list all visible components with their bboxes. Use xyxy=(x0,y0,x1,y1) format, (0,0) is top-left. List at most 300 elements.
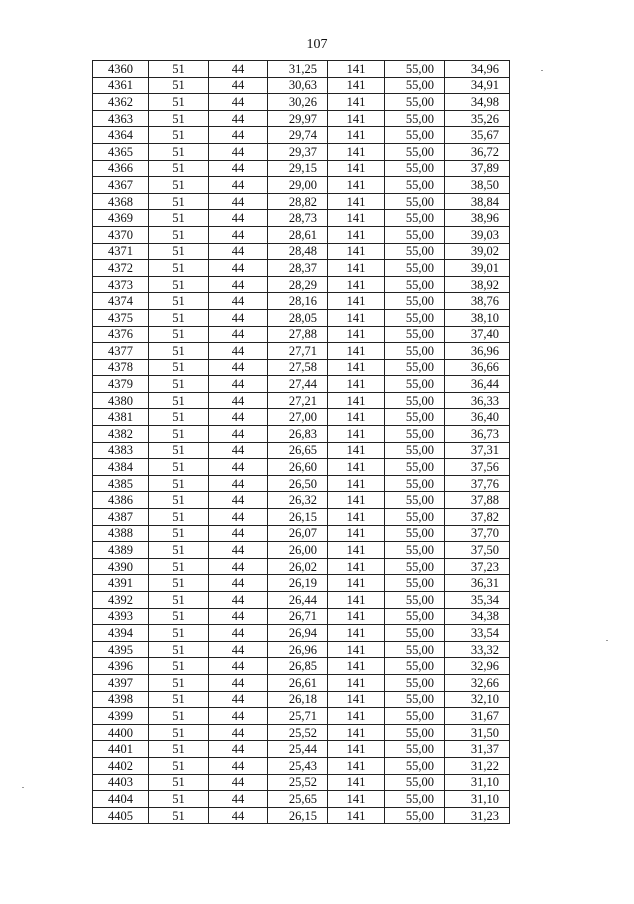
col-3-cell: 44 xyxy=(209,475,268,492)
row-id-cell: 4392 xyxy=(93,592,149,609)
table-row xyxy=(93,691,510,708)
col-7-cell: 33,54 xyxy=(445,625,510,642)
col-3-cell: 44 xyxy=(209,193,268,210)
table-row xyxy=(93,475,510,492)
col-6-cell: 55,00 xyxy=(385,143,445,160)
col-3-cell: 44 xyxy=(209,276,268,293)
col-4-cell: 29,15 xyxy=(268,160,328,177)
col-3-cell: 44 xyxy=(209,608,268,625)
col-5-cell: 141 xyxy=(328,575,385,592)
col-4-cell: 30,63 xyxy=(268,77,328,94)
row-id-cell: 4389 xyxy=(93,542,149,559)
row-id-cell: 4393 xyxy=(93,608,149,625)
col-6-cell: 55,00 xyxy=(385,741,445,758)
col-2-cell: 51 xyxy=(149,674,209,691)
col-4-cell: 26,65 xyxy=(268,442,328,459)
col-7-cell: 36,72 xyxy=(445,143,510,160)
col-6-cell: 55,00 xyxy=(385,343,445,360)
col-5-cell: 141 xyxy=(328,492,385,509)
col-4-cell: 29,74 xyxy=(268,127,328,144)
col-3-cell: 44 xyxy=(209,326,268,343)
col-7-cell: 34,91 xyxy=(445,77,510,94)
col-6-cell: 55,00 xyxy=(385,127,445,144)
col-6-cell: 55,00 xyxy=(385,558,445,575)
col-6-cell: 55,00 xyxy=(385,509,445,526)
col-5-cell: 141 xyxy=(328,193,385,210)
col-6-cell: 55,00 xyxy=(385,177,445,194)
col-7-cell: 31,50 xyxy=(445,724,510,741)
table-row xyxy=(93,127,510,144)
row-id-cell: 4364 xyxy=(93,127,149,144)
col-4-cell: 26,61 xyxy=(268,674,328,691)
col-4-cell: 26,50 xyxy=(268,475,328,492)
col-2-cell: 51 xyxy=(149,243,209,260)
col-7-cell: 35,67 xyxy=(445,127,510,144)
table-row xyxy=(93,376,510,393)
col-3-cell: 44 xyxy=(209,127,268,144)
col-3-cell: 44 xyxy=(209,94,268,111)
col-3-cell: 44 xyxy=(209,143,268,160)
col-7-cell: 34,98 xyxy=(445,94,510,111)
row-id-cell: 4401 xyxy=(93,741,149,758)
col-4-cell: 26,94 xyxy=(268,625,328,642)
table-row xyxy=(93,525,510,542)
col-4-cell: 26,60 xyxy=(268,459,328,476)
table-row xyxy=(93,724,510,741)
col-7-cell: 37,23 xyxy=(445,558,510,575)
table-row xyxy=(93,542,510,559)
col-2-cell: 51 xyxy=(149,459,209,476)
table-body xyxy=(93,61,510,824)
col-6-cell: 55,00 xyxy=(385,625,445,642)
table-row xyxy=(93,575,510,592)
row-id-cell: 4391 xyxy=(93,575,149,592)
col-3-cell: 44 xyxy=(209,807,268,824)
col-4-cell: 27,88 xyxy=(268,326,328,343)
col-7-cell: 32,66 xyxy=(445,674,510,691)
col-7-cell: 31,37 xyxy=(445,741,510,758)
table-row xyxy=(93,641,510,658)
col-7-cell: 37,88 xyxy=(445,492,510,509)
col-2-cell: 51 xyxy=(149,708,209,725)
col-5-cell: 141 xyxy=(328,409,385,426)
col-3-cell: 44 xyxy=(209,77,268,94)
row-id-cell: 4379 xyxy=(93,376,149,393)
col-7-cell: 38,10 xyxy=(445,309,510,326)
col-7-cell: 37,31 xyxy=(445,442,510,459)
col-5-cell: 141 xyxy=(328,210,385,227)
table-row xyxy=(93,293,510,310)
row-id-cell: 4368 xyxy=(93,193,149,210)
col-2-cell: 51 xyxy=(149,592,209,609)
col-2-cell: 51 xyxy=(149,774,209,791)
col-2-cell: 51 xyxy=(149,392,209,409)
col-5-cell: 141 xyxy=(328,343,385,360)
col-2-cell: 51 xyxy=(149,376,209,393)
col-7-cell: 31,10 xyxy=(445,791,510,808)
col-3-cell: 44 xyxy=(209,409,268,426)
row-id-cell: 4377 xyxy=(93,343,149,360)
col-4-cell: 27,58 xyxy=(268,359,328,376)
col-7-cell: 31,67 xyxy=(445,708,510,725)
col-3-cell: 44 xyxy=(209,558,268,575)
col-7-cell: 37,40 xyxy=(445,326,510,343)
row-id-cell: 4378 xyxy=(93,359,149,376)
row-id-cell: 4366 xyxy=(93,160,149,177)
col-5-cell: 141 xyxy=(328,442,385,459)
scan-speck xyxy=(606,640,608,641)
table-row xyxy=(93,160,510,177)
col-2-cell: 51 xyxy=(149,492,209,509)
col-2-cell: 51 xyxy=(149,343,209,360)
col-2-cell: 51 xyxy=(149,757,209,774)
col-4-cell: 27,44 xyxy=(268,376,328,393)
table-row xyxy=(93,326,510,343)
col-2-cell: 51 xyxy=(149,77,209,94)
row-id-cell: 4387 xyxy=(93,509,149,526)
row-id-cell: 4395 xyxy=(93,641,149,658)
col-6-cell: 55,00 xyxy=(385,492,445,509)
col-4-cell: 25,71 xyxy=(268,708,328,725)
col-2-cell: 51 xyxy=(149,326,209,343)
col-6-cell: 55,00 xyxy=(385,392,445,409)
row-id-cell: 4381 xyxy=(93,409,149,426)
col-6-cell: 55,00 xyxy=(385,110,445,127)
col-6-cell: 55,00 xyxy=(385,160,445,177)
col-2-cell: 51 xyxy=(149,276,209,293)
col-6-cell: 55,00 xyxy=(385,658,445,675)
table-row xyxy=(93,243,510,260)
col-2-cell: 51 xyxy=(149,226,209,243)
col-2-cell: 51 xyxy=(149,127,209,144)
col-3-cell: 44 xyxy=(209,625,268,642)
table-row xyxy=(93,210,510,227)
col-3-cell: 44 xyxy=(209,210,268,227)
col-5-cell: 141 xyxy=(328,509,385,526)
col-5-cell: 141 xyxy=(328,641,385,658)
col-6-cell: 55,00 xyxy=(385,442,445,459)
col-3-cell: 44 xyxy=(209,177,268,194)
col-3-cell: 44 xyxy=(209,459,268,476)
col-6-cell: 55,00 xyxy=(385,724,445,741)
col-2-cell: 51 xyxy=(149,791,209,808)
col-2-cell: 51 xyxy=(149,658,209,675)
table-row xyxy=(93,392,510,409)
col-4-cell: 26,32 xyxy=(268,492,328,509)
col-4-cell: 28,37 xyxy=(268,260,328,277)
col-2-cell: 51 xyxy=(149,309,209,326)
col-5-cell: 141 xyxy=(328,774,385,791)
col-5-cell: 141 xyxy=(328,708,385,725)
col-5-cell: 141 xyxy=(328,243,385,260)
col-3-cell: 44 xyxy=(209,542,268,559)
row-id-cell: 4374 xyxy=(93,293,149,310)
col-5-cell: 141 xyxy=(328,276,385,293)
col-6-cell: 55,00 xyxy=(385,260,445,277)
row-id-cell: 4361 xyxy=(93,77,149,94)
col-7-cell: 34,38 xyxy=(445,608,510,625)
col-3-cell: 44 xyxy=(209,359,268,376)
table-row xyxy=(93,558,510,575)
table-row xyxy=(93,442,510,459)
col-6-cell: 55,00 xyxy=(385,61,445,78)
col-2-cell: 51 xyxy=(149,177,209,194)
col-6-cell: 55,00 xyxy=(385,708,445,725)
col-6-cell: 55,00 xyxy=(385,77,445,94)
col-5-cell: 141 xyxy=(328,608,385,625)
row-id-cell: 4370 xyxy=(93,226,149,243)
table-row xyxy=(93,608,510,625)
col-2-cell: 51 xyxy=(149,509,209,526)
col-4-cell: 29,00 xyxy=(268,177,328,194)
col-3-cell: 44 xyxy=(209,774,268,791)
col-4-cell: 25,52 xyxy=(268,774,328,791)
col-3-cell: 44 xyxy=(209,757,268,774)
col-3-cell: 44 xyxy=(209,492,268,509)
table-row xyxy=(93,61,510,78)
scan-speck xyxy=(22,787,24,788)
col-7-cell: 39,01 xyxy=(445,260,510,277)
col-5-cell: 141 xyxy=(328,376,385,393)
col-5-cell: 141 xyxy=(328,625,385,642)
col-3-cell: 44 xyxy=(209,243,268,260)
col-5-cell: 141 xyxy=(328,658,385,675)
col-3-cell: 44 xyxy=(209,741,268,758)
col-3-cell: 44 xyxy=(209,575,268,592)
table-row xyxy=(93,426,510,443)
col-3-cell: 44 xyxy=(209,392,268,409)
col-6-cell: 55,00 xyxy=(385,94,445,111)
col-4-cell: 26,71 xyxy=(268,608,328,625)
col-2-cell: 51 xyxy=(149,691,209,708)
col-6-cell: 55,00 xyxy=(385,525,445,542)
col-2-cell: 51 xyxy=(149,193,209,210)
col-3-cell: 44 xyxy=(209,309,268,326)
col-3-cell: 44 xyxy=(209,592,268,609)
col-5-cell: 141 xyxy=(328,160,385,177)
col-6-cell: 55,00 xyxy=(385,807,445,824)
col-2-cell: 51 xyxy=(149,359,209,376)
table-row xyxy=(93,741,510,758)
col-6-cell: 55,00 xyxy=(385,691,445,708)
col-5-cell: 141 xyxy=(328,77,385,94)
col-2-cell: 51 xyxy=(149,210,209,227)
col-6-cell: 55,00 xyxy=(385,475,445,492)
col-2-cell: 51 xyxy=(149,724,209,741)
col-4-cell: 27,21 xyxy=(268,392,328,409)
row-id-cell: 4383 xyxy=(93,442,149,459)
col-4-cell: 26,18 xyxy=(268,691,328,708)
table-row xyxy=(93,276,510,293)
table-row xyxy=(93,193,510,210)
col-2-cell: 51 xyxy=(149,741,209,758)
table-row xyxy=(93,509,510,526)
col-2-cell: 51 xyxy=(149,575,209,592)
col-4-cell: 27,71 xyxy=(268,343,328,360)
col-5-cell: 141 xyxy=(328,525,385,542)
scan-speck xyxy=(541,70,543,71)
col-7-cell: 37,82 xyxy=(445,509,510,526)
col-2-cell: 51 xyxy=(149,807,209,824)
col-5-cell: 141 xyxy=(328,459,385,476)
row-id-cell: 4396 xyxy=(93,658,149,675)
col-7-cell: 38,96 xyxy=(445,210,510,227)
row-id-cell: 4394 xyxy=(93,625,149,642)
col-5-cell: 141 xyxy=(328,143,385,160)
col-5-cell: 141 xyxy=(328,392,385,409)
col-7-cell: 39,03 xyxy=(445,226,510,243)
col-2-cell: 51 xyxy=(149,442,209,459)
col-2-cell: 51 xyxy=(149,143,209,160)
col-4-cell: 31,25 xyxy=(268,61,328,78)
row-id-cell: 4365 xyxy=(93,143,149,160)
col-2-cell: 51 xyxy=(149,61,209,78)
row-id-cell: 4388 xyxy=(93,525,149,542)
col-7-cell: 32,96 xyxy=(445,658,510,675)
row-id-cell: 4375 xyxy=(93,309,149,326)
col-3-cell: 44 xyxy=(209,442,268,459)
col-5-cell: 141 xyxy=(328,741,385,758)
col-3-cell: 44 xyxy=(209,525,268,542)
col-5-cell: 141 xyxy=(328,359,385,376)
col-3-cell: 44 xyxy=(209,509,268,526)
col-4-cell: 28,16 xyxy=(268,293,328,310)
col-6-cell: 55,00 xyxy=(385,757,445,774)
col-7-cell: 38,76 xyxy=(445,293,510,310)
col-3-cell: 44 xyxy=(209,691,268,708)
table-row xyxy=(93,77,510,94)
col-4-cell: 28,29 xyxy=(268,276,328,293)
col-7-cell: 31,23 xyxy=(445,807,510,824)
col-6-cell: 55,00 xyxy=(385,674,445,691)
col-5-cell: 141 xyxy=(328,674,385,691)
row-id-cell: 4385 xyxy=(93,475,149,492)
col-4-cell: 26,15 xyxy=(268,509,328,526)
table-row xyxy=(93,94,510,111)
table-row xyxy=(93,708,510,725)
row-id-cell: 4390 xyxy=(93,558,149,575)
col-4-cell: 25,44 xyxy=(268,741,328,758)
row-id-cell: 4399 xyxy=(93,708,149,725)
col-2-cell: 51 xyxy=(149,558,209,575)
col-7-cell: 36,96 xyxy=(445,343,510,360)
row-id-cell: 4398 xyxy=(93,691,149,708)
col-6-cell: 55,00 xyxy=(385,608,445,625)
col-4-cell: 28,05 xyxy=(268,309,328,326)
col-5-cell: 141 xyxy=(328,309,385,326)
table-row xyxy=(93,774,510,791)
col-7-cell: 38,50 xyxy=(445,177,510,194)
col-4-cell: 27,00 xyxy=(268,409,328,426)
col-2-cell: 51 xyxy=(149,160,209,177)
table-row xyxy=(93,791,510,808)
col-7-cell: 35,26 xyxy=(445,110,510,127)
col-4-cell: 25,52 xyxy=(268,724,328,741)
col-4-cell: 26,00 xyxy=(268,542,328,559)
col-4-cell: 26,44 xyxy=(268,592,328,609)
col-5-cell: 141 xyxy=(328,61,385,78)
col-5-cell: 141 xyxy=(328,293,385,310)
col-3-cell: 44 xyxy=(209,376,268,393)
col-6-cell: 55,00 xyxy=(385,592,445,609)
col-6-cell: 55,00 xyxy=(385,791,445,808)
row-id-cell: 4380 xyxy=(93,392,149,409)
row-id-cell: 4371 xyxy=(93,243,149,260)
col-3-cell: 44 xyxy=(209,160,268,177)
col-5-cell: 141 xyxy=(328,542,385,559)
col-3-cell: 44 xyxy=(209,641,268,658)
table-row xyxy=(93,359,510,376)
table-row xyxy=(93,492,510,509)
col-7-cell: 36,73 xyxy=(445,426,510,443)
col-5-cell: 141 xyxy=(328,260,385,277)
col-6-cell: 55,00 xyxy=(385,575,445,592)
col-4-cell: 25,43 xyxy=(268,757,328,774)
row-id-cell: 4367 xyxy=(93,177,149,194)
table-row xyxy=(93,143,510,160)
col-6-cell: 55,00 xyxy=(385,276,445,293)
row-id-cell: 4404 xyxy=(93,791,149,808)
col-2-cell: 51 xyxy=(149,293,209,310)
col-3-cell: 44 xyxy=(209,708,268,725)
col-4-cell: 25,65 xyxy=(268,791,328,808)
table-row xyxy=(93,807,510,824)
data-table xyxy=(92,60,510,824)
col-5-cell: 141 xyxy=(328,226,385,243)
col-7-cell: 36,66 xyxy=(445,359,510,376)
col-5-cell: 141 xyxy=(328,426,385,443)
col-6-cell: 55,00 xyxy=(385,193,445,210)
col-7-cell: 38,92 xyxy=(445,276,510,293)
col-6-cell: 55,00 xyxy=(385,243,445,260)
col-6-cell: 55,00 xyxy=(385,359,445,376)
col-5-cell: 141 xyxy=(328,691,385,708)
col-2-cell: 51 xyxy=(149,608,209,625)
row-id-cell: 4369 xyxy=(93,210,149,227)
row-id-cell: 4386 xyxy=(93,492,149,509)
col-3-cell: 44 xyxy=(209,426,268,443)
row-id-cell: 4376 xyxy=(93,326,149,343)
row-id-cell: 4363 xyxy=(93,110,149,127)
col-7-cell: 31,10 xyxy=(445,774,510,791)
col-3-cell: 44 xyxy=(209,293,268,310)
row-id-cell: 4400 xyxy=(93,724,149,741)
col-7-cell: 36,33 xyxy=(445,392,510,409)
col-7-cell: 37,70 xyxy=(445,525,510,542)
col-7-cell: 37,50 xyxy=(445,542,510,559)
col-7-cell: 37,89 xyxy=(445,160,510,177)
table-row xyxy=(93,226,510,243)
col-5-cell: 141 xyxy=(328,475,385,492)
col-3-cell: 44 xyxy=(209,260,268,277)
col-4-cell: 28,48 xyxy=(268,243,328,260)
col-5-cell: 141 xyxy=(328,592,385,609)
col-5-cell: 141 xyxy=(328,558,385,575)
col-4-cell: 29,97 xyxy=(268,110,328,127)
col-4-cell: 28,61 xyxy=(268,226,328,243)
col-5-cell: 141 xyxy=(328,94,385,111)
col-6-cell: 55,00 xyxy=(385,641,445,658)
col-5-cell: 141 xyxy=(328,807,385,824)
col-7-cell: 32,10 xyxy=(445,691,510,708)
row-id-cell: 4397 xyxy=(93,674,149,691)
col-4-cell: 26,83 xyxy=(268,426,328,443)
col-2-cell: 51 xyxy=(149,94,209,111)
col-2-cell: 51 xyxy=(149,260,209,277)
col-6-cell: 55,00 xyxy=(385,426,445,443)
col-6-cell: 55,00 xyxy=(385,293,445,310)
col-3-cell: 44 xyxy=(209,110,268,127)
